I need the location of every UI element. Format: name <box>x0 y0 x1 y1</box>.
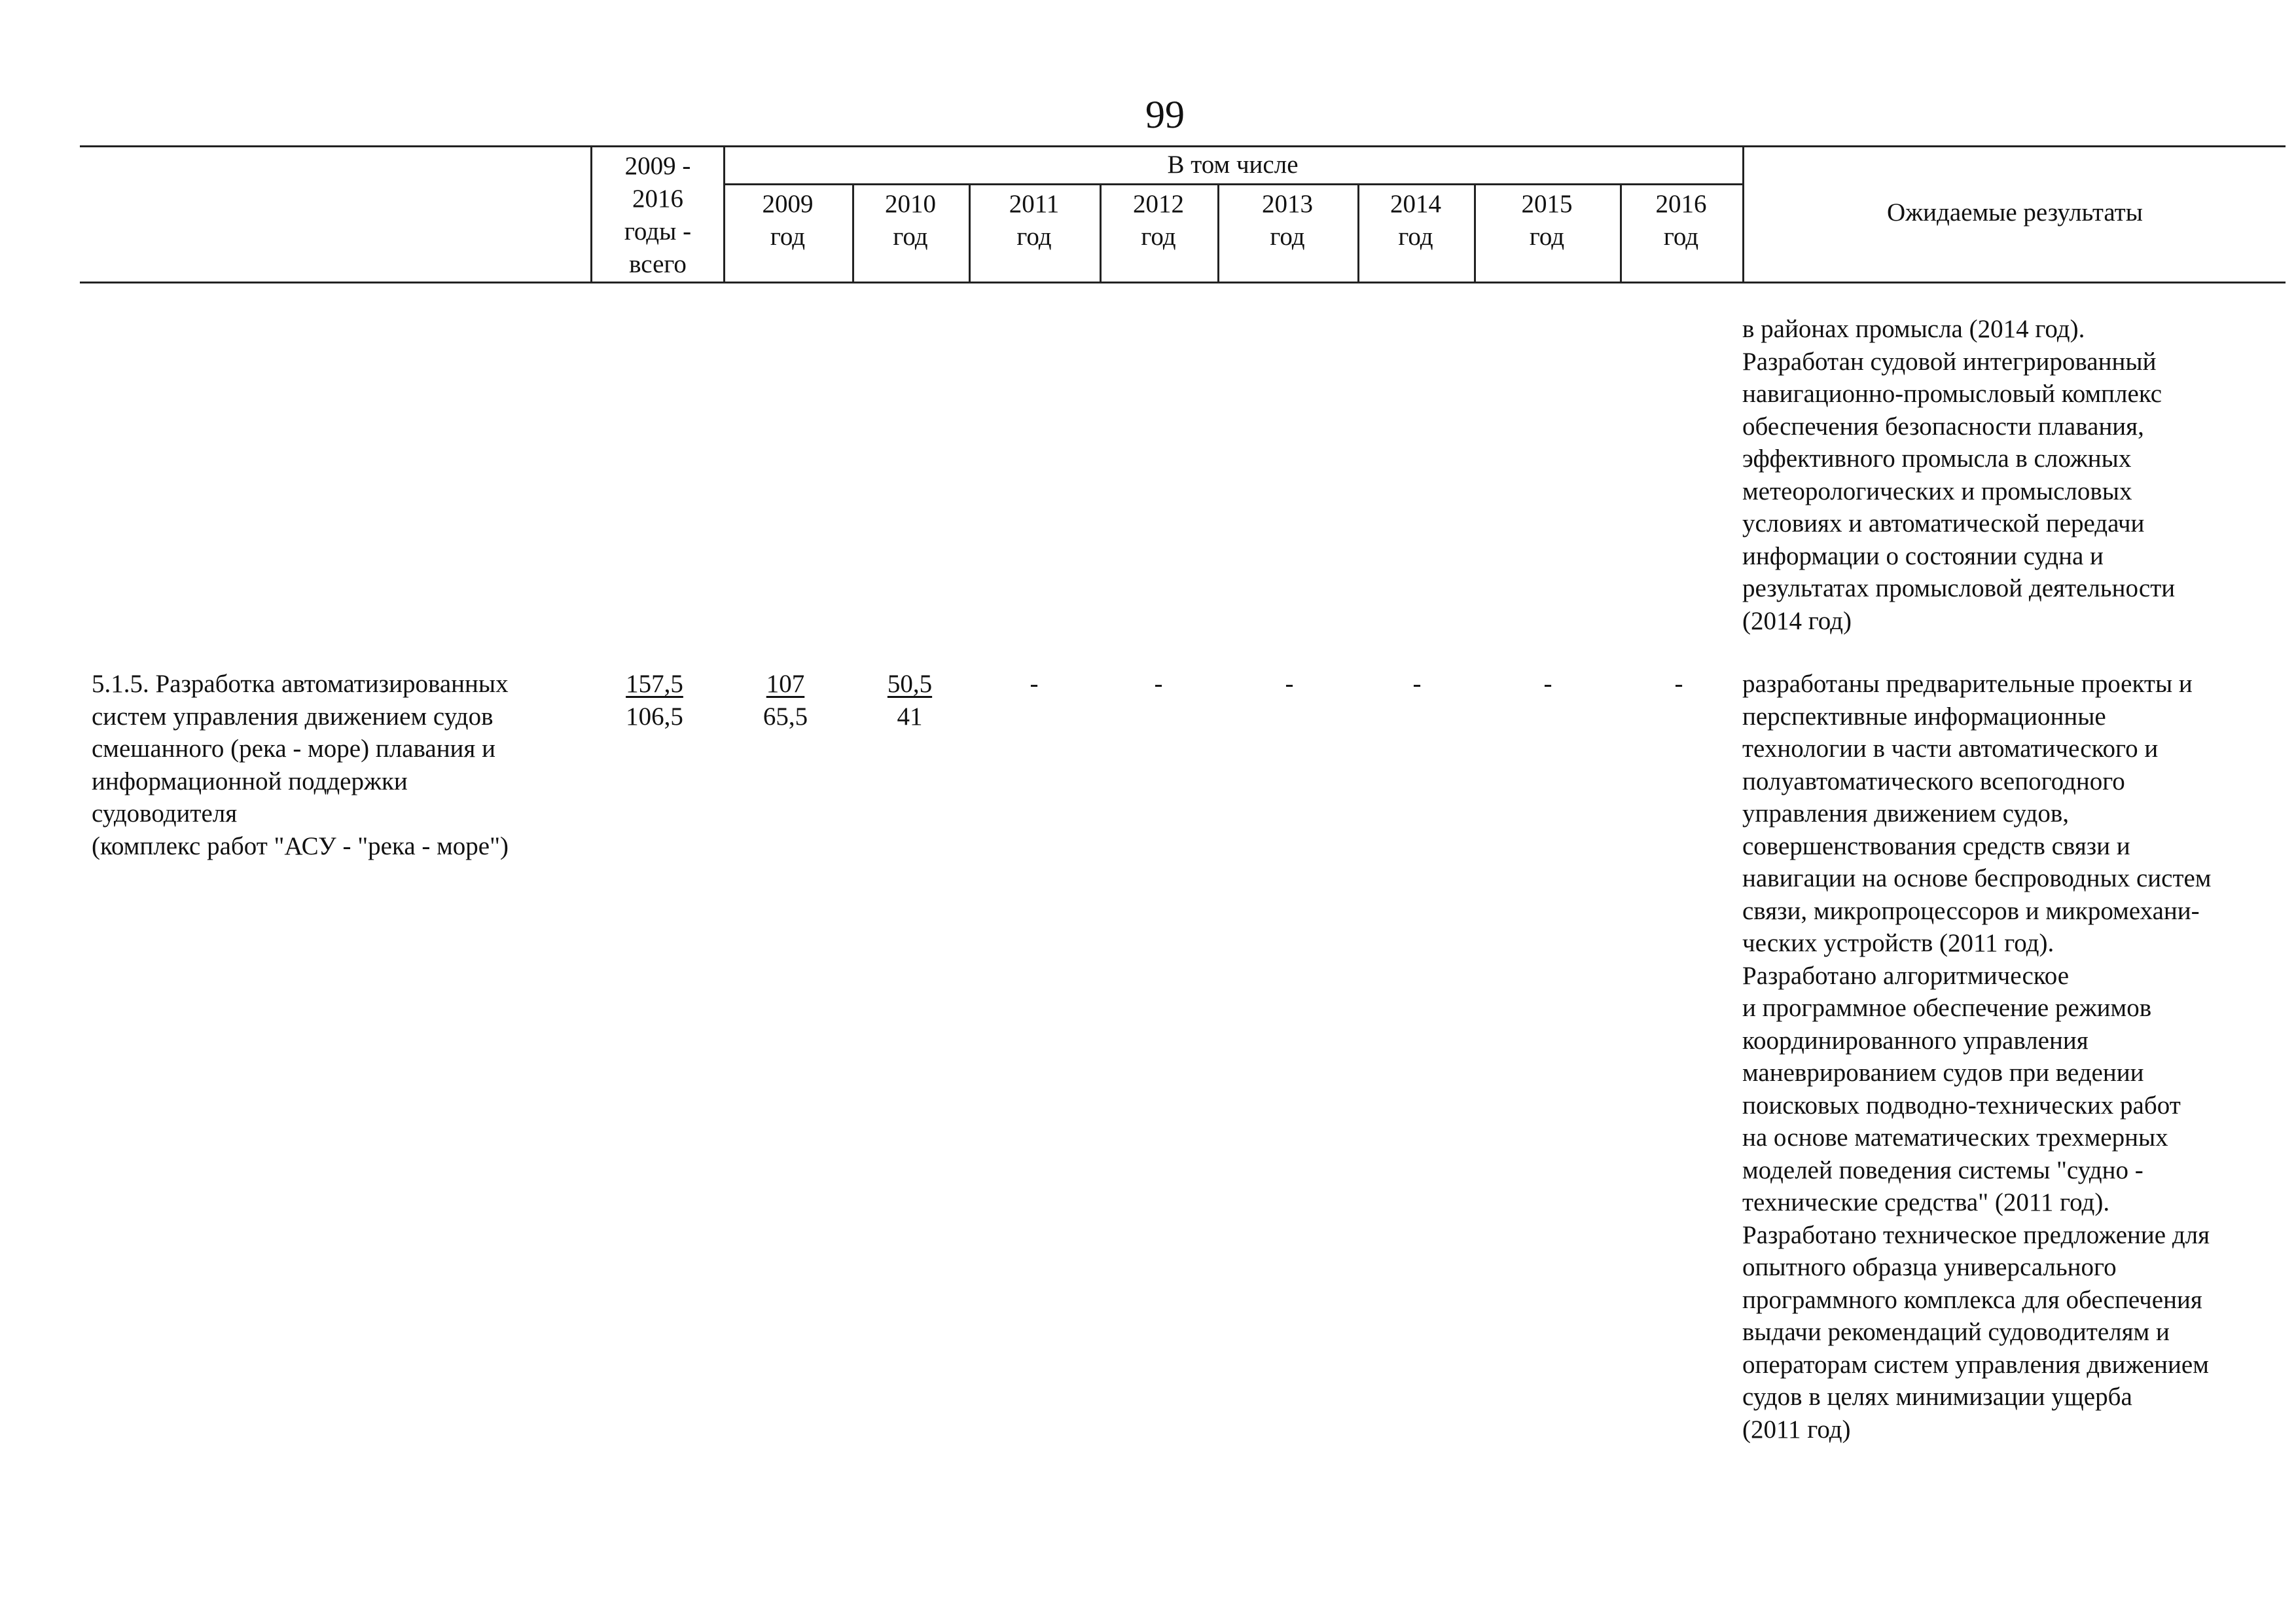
value-2009-top: 107 <box>766 670 805 698</box>
value-2010-top: 50,5 <box>887 670 933 698</box>
header-year-2012: 2012 год <box>1133 190 1184 251</box>
header-year-2013: 2013 год <box>1262 190 1313 251</box>
task-name: 5.1.5. Разработка автоматизированных систем управления движением судов смешанного (река - море) плавания и информационной поддержки судоводителя (комплекс работ "АСУ - "река - море") <box>92 670 509 860</box>
value-2012: - <box>1154 670 1163 698</box>
header-year-2009: 2009 год <box>762 190 814 251</box>
total-value-top: 157,5 <box>626 670 683 698</box>
header-year-2015: 2015 год <box>1521 190 1573 251</box>
value-2009 <box>720 668 851 733</box>
header-year-2011: 2011 год <box>1009 190 1060 251</box>
value-2010-bottom: 41 <box>897 702 923 731</box>
total-value <box>589 668 720 733</box>
header-subdivider <box>723 183 1742 185</box>
continued-results-text: в районах промысла (2014 год). Разработан судовой интегрированный навигационно-промысловый комплекс обеспечения безопасности плавания, эффективного промысла в сложных метеорологических и промысловых условиях и автоматической передачи информации о состоянии судна и результатах промысловой деятельности (2014 год) <box>1742 315 2176 635</box>
value-2009-bottom: 65,5 <box>762 702 808 731</box>
value-2015: - <box>1543 670 1552 698</box>
header-year-2016: 2016 год <box>1655 190 1707 251</box>
value-2013: - <box>1285 670 1294 698</box>
value-2010 <box>844 668 975 733</box>
value-2014: - <box>1412 670 1422 698</box>
total-value-bottom: 106,5 <box>626 702 683 731</box>
value-2011: - <box>1030 670 1039 698</box>
header-year-2010: 2010 год <box>885 190 936 251</box>
header-year-2014: 2014 год <box>1390 190 1441 251</box>
page-number: 99 <box>1145 93 1185 136</box>
header-total: 2009 - 2016 годы - всего <box>624 152 692 278</box>
value-2016: - <box>1674 670 1683 698</box>
table-header <box>80 145 2286 283</box>
row-results-text: разработаны предварительные проекты и перспективные информационные технологии в части автоматического и полуавтоматического всепогодного управления движением судов, совершенствования средств связи и навигации на основе беспроводных систем связи, микропроцессоров и микромехани- ческих устройств (2011 год). Разработано алгоритмическое и программное обеспечение режимов координированного управления маневрированием судов при ведении поисковых подводно-технических работ на основе математических трехмерных моделей поведения системы "судно - технические средства" (2011 год). Разработано техническое предложение для опытного образца универсального программного комплекса для обеспечения выдачи рекомендаций судоводителям и операторам систем управления движением судов в целях минимизации ущерба (2011 год) <box>1742 670 2212 1444</box>
header-including: В том числе <box>1167 151 1299 179</box>
header-results: Ожидаемые результаты <box>1887 198 2143 227</box>
